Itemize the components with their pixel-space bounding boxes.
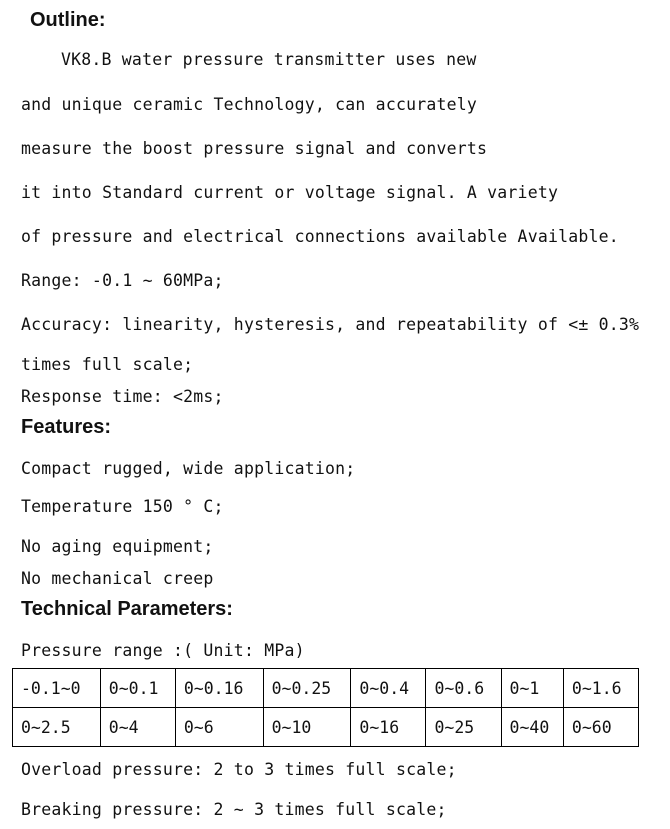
outline-line-4: it into Standard current or voltage signal. A variety	[21, 183, 559, 202]
outline-heading: Outline:	[30, 9, 106, 31]
outline-line-3: measure the boost pressure signal and converts	[21, 139, 488, 158]
technical-heading: Technical Parameters:	[21, 598, 233, 620]
response-time-line: Response time: <2ms;	[21, 387, 224, 406]
table-cell: 0~0.16	[175, 669, 263, 708]
table-row	[13, 708, 639, 747]
table-cell: 0~1	[501, 669, 563, 708]
feature-line-3: No aging equipment;	[21, 537, 214, 556]
table-cell: 0~40	[501, 708, 563, 747]
table-cell: 0~25	[426, 708, 501, 747]
feature-line-4: No mechanical creep	[21, 569, 214, 588]
table-cell: 0~0.6	[426, 669, 501, 708]
table-cell: 0~10	[263, 708, 351, 747]
overload-pressure-line: Overload pressure: 2 to 3 times full scale;	[21, 760, 457, 779]
outline-line-5: of pressure and electrical connections available Available.	[21, 227, 619, 246]
outline-line-1: VK8.B water pressure transmitter uses new	[61, 50, 477, 69]
table-cell: 0~1.6	[563, 669, 638, 708]
accuracy-line-cont: times full scale;	[21, 355, 194, 374]
range-line: Range: -0.1 ~ 60MPa;	[21, 271, 224, 290]
feature-line-1: Compact rugged, wide application;	[21, 459, 356, 478]
table-cell: 0~16	[351, 708, 426, 747]
table-cell: 0~6	[175, 708, 263, 747]
accuracy-line: Accuracy: linearity, hysteresis, and repeatability of <± 0.3%	[21, 315, 640, 334]
table-cell: 0~0.25	[263, 669, 351, 708]
table-cell: 0~0.4	[351, 669, 426, 708]
table-cell: 0~0.1	[100, 669, 175, 708]
table-cell: 0~2.5	[13, 708, 101, 747]
feature-line-2: Temperature 150 ° C;	[21, 497, 224, 516]
outline-line-2: and unique ceramic Technology, can accurately	[21, 95, 478, 114]
table-row	[13, 669, 639, 708]
pressure-range-intro: Pressure range :( Unit: MPa)	[21, 641, 305, 660]
pressure-range-table	[12, 668, 639, 747]
table-cell: 0~60	[563, 708, 638, 747]
features-heading: Features:	[21, 416, 112, 438]
table-cell: -0.1~0	[13, 669, 101, 708]
breaking-pressure-line: Breaking pressure: 2 ~ 3 times full scale;	[21, 800, 447, 819]
table-cell: 0~4	[100, 708, 175, 747]
